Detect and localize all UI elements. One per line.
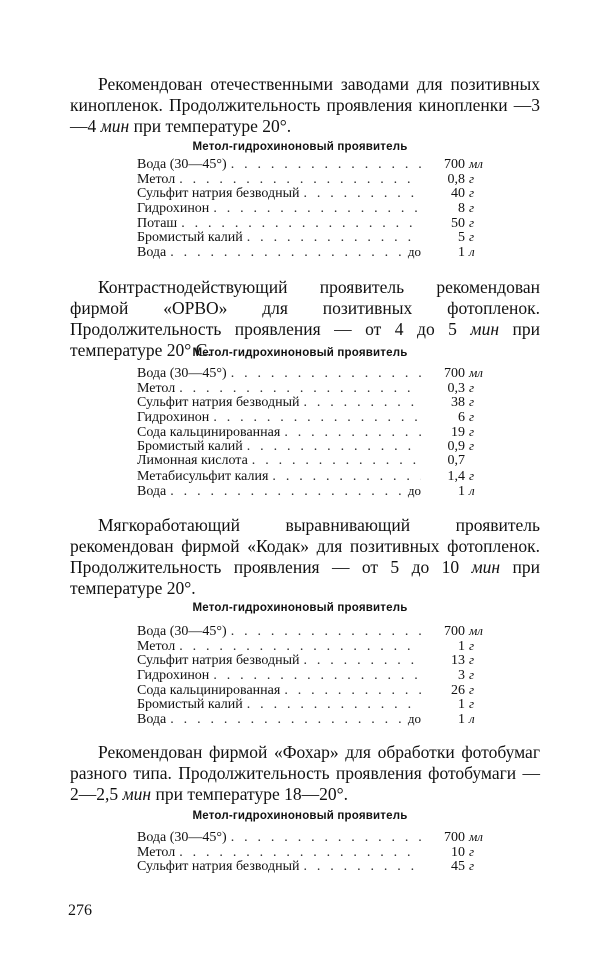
ingredient-row: Сода кальцинированная . . . 19 г — [137, 425, 491, 440]
recipe-title-2: Метол-гидрохиноновый проявитель — [192, 347, 408, 359]
ingredient-row: Сульфит натрия безводный . . . 45 г — [137, 859, 491, 874]
ingredient-row: Метол . . . 0,3 г — [137, 381, 491, 396]
paragraph-4: Рекомендован фирмой «Фохар» для обработки фотобумаг разного типа. Продолжительность проявления фотобумаги — 2—2,5 мин при температуре 18—20°. — [70, 742, 540, 804]
recipe-table-1 — [137, 157, 491, 260]
ingredient-row: Вода (30—45°) . . . 700 мл — [137, 366, 491, 381]
ingredient-row: Гидрохинон . . . 6 г — [137, 410, 491, 425]
ingredient-row: Гидрохинон . . . 8 г — [137, 201, 491, 216]
recipe-title-1: Метол-гидрохиноновый проявитель — [192, 141, 408, 153]
paragraph-2: Контрастнодействующий проявитель рекомендован фирмой «ОРВО» для позитивных фотопленок. Продолжительность проявления — от 4 до 5 мин при температуре 20° С. — [70, 277, 540, 360]
paragraph-1: Рекомендован отечественными заводами для позитивных кинопленок. Продолжительность проявления кинопленки —3—4 мин при температуре 20°. — [70, 74, 540, 136]
ingredient-row: Вода . . . до 1 л — [137, 245, 491, 260]
ingredient-row: Бромистый калий . . . 0,9 г — [137, 439, 491, 454]
ingredient-row: Сульфит натрия безводный . . . 38 г — [137, 395, 491, 410]
ingredient-row: Гидрохинон . . . 3 г — [137, 668, 491, 683]
ingredient-row: Вода (30—45°) . . . 700 мл — [137, 624, 491, 639]
ingredient-row: Метол . . . 1 г — [137, 639, 491, 654]
ingredient-row: Вода . . . до 1 л — [137, 712, 491, 727]
recipe-table-4 — [137, 830, 491, 874]
ingredient-row: Вода (30—45°) . . . 700 мл — [137, 157, 491, 172]
ingredient-row: Бромистый калий . . . 5 г — [137, 230, 491, 245]
ingredient-row: Сода кальцинированная . . . 26 г — [137, 683, 491, 698]
ingredient-row: Поташ . . . 50 г — [137, 216, 491, 231]
paragraph-3: Мягкоработающий выравнивающий проявитель рекомендован фирмой «Кодак» для позитивных фотопленок. Продолжительность проявления — от 5 до 10 мин при температуре 20°. — [70, 515, 540, 598]
ingredient-row: Сульфит натрия безводный . . . 13 г — [137, 653, 491, 668]
ingredient-row: Бромистый калий . . . 1 г — [137, 697, 491, 712]
ingredient-row: Сульфит натрия безводный . . . 40 г — [137, 186, 491, 201]
ingredient-row: Метол . . . 0,8 г — [137, 172, 491, 187]
ingredient-row: Метол . . . 10 г — [137, 845, 491, 860]
recipe-table-3 — [137, 624, 491, 727]
ingredient-row: Метабисульфит калия . . . 1,4 г — [137, 469, 491, 484]
recipe-table-2 — [137, 366, 491, 498]
ingredient-row: Лимонная кислота . . . 0,7 — [137, 454, 491, 469]
page-number: 276 — [68, 902, 92, 919]
ingredient-row: Вода . . . до 1 л — [137, 484, 491, 499]
ingredient-row: Вода (30—45°) . . . 700 мл — [137, 830, 491, 845]
recipe-title-3: Метол-гидрохиноновый проявитель — [192, 602, 408, 614]
recipe-title-4: Метол-гидрохиноновый проявитель — [192, 810, 408, 822]
